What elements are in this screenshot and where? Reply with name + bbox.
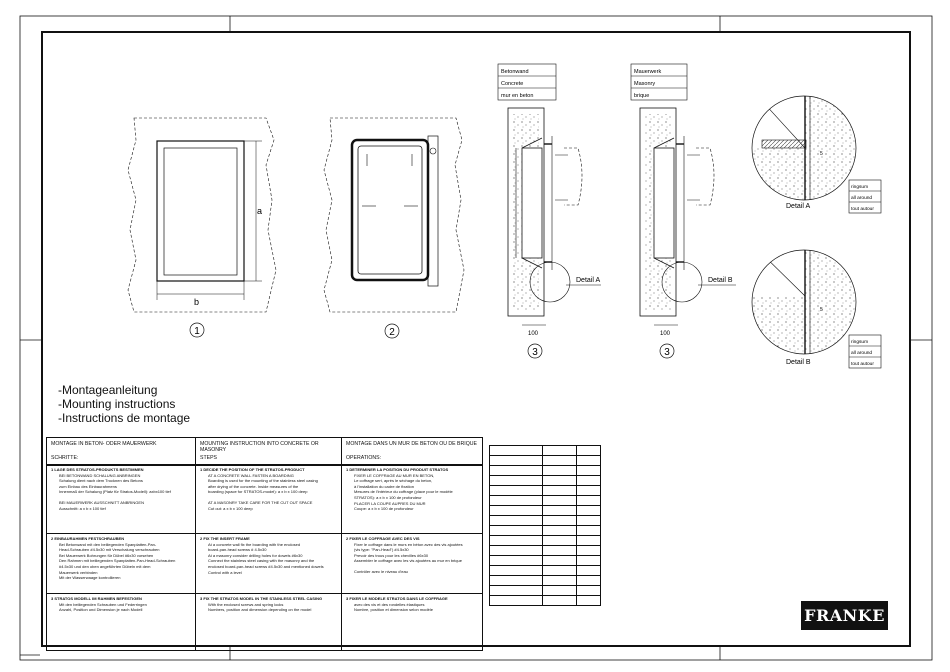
detail-a-legend-de: ringsum: [851, 185, 869, 190]
detail-a-legend-en: all around: [851, 196, 873, 201]
franke-logo: FRANKE: [801, 601, 888, 630]
figure-2-frame: [324, 118, 464, 338]
detail-a-dim: 5: [820, 151, 823, 157]
heading-fr: -Instructions de montage: [58, 411, 191, 425]
dim-100-b: 100: [660, 331, 671, 337]
heading-en: -Mounting instructions: [58, 397, 176, 411]
step-3b-number: 3: [664, 347, 670, 358]
step-1-en: 1 DECIDE THE POSITION OF THE STRATOS-PRODUCT AT A CONCRETE WALL FASTEN A BOARDING Boarding is used for the mounting of the stainless steel casing after drying of the concrete. Inside measures of the boarding (space for STRATOS-model): a x b x 100 deep AT A MASONRY TAKE CARE FOR THE CUT OUT SPACE Cut out: a x b x 100 deep: [196, 464, 341, 533]
legend-concrete-fr: mur en beton: [501, 93, 534, 99]
column-header-de: MONTAGE IN BETON- ODER MAUERWERK: [51, 441, 157, 447]
legend-masonry-de: Mauerwerk: [634, 69, 662, 75]
legend-masonry-fr: brique: [634, 93, 650, 99]
step-3-en: 3 FIX THE STRATOS MODEL IN THE STAINLESS STEEL CASING With the enclosed screws and spring locks Numbers, position and dimension depending on the model: [196, 593, 341, 650]
detail-b-legend-de: ringsum: [851, 340, 869, 345]
detail-a-legend-fr: tout autour: [851, 207, 874, 212]
detail-b-title: Detail B: [786, 359, 811, 366]
figure-3a-section: [498, 64, 601, 358]
dim-100-a: 100: [528, 331, 539, 337]
step-2-number: 2: [389, 327, 395, 338]
step-2-de: 2 EINBAURAHMEN FESTSCHRAUBEN Bei Betonwand mit den beiliegenden Spanplatten-Pan- Head-Schrauben #4.5x30 mit Verschalung verschrauben Bei Mauerwerk Bohrungen für Dübel #6x30 vorsehen Den Rahmen mit beiliegenden Spanplatten-Pan-Head-Schrauben #4.5x30 und den oben angeführten Dübeln mit dem Mauerwerk verbinden Mit der Wasserwaage kontrollieren: [47, 533, 195, 593]
step-1-de: 1 LAGE DES STRATOS-PRODUKTS BESTIMMEN BEI BETONWAND SCHALUNG ANBRINGEN Schalung dient nach dem Trocknen des Betons zum Einbau des Einbaurahmens Innenmaß der Schalung (Platz für Stratos-Modell): axbx100 tief BEI MAUERWERK AUSSCHNITT ANBRINGEN Ausschnitt: a x b x 100 tief: [47, 464, 195, 533]
legend-concrete-de: Betonwand: [501, 69, 529, 75]
step-1-fr: 1 DETERMINER LA POSITION DU PRODUIT STRATOS FIXER LE COFFRAGE AU MUR EN BETON, Le coffrage sert, après le séchage du beton, à l'installation du cadre de fixation Mesures de l'intérieur du coffrage (place pour le modèle STRATOS): a x b x 100 de profondeur PLACER LA COUPE AUPRES DU MUR Coupe: a x b x 100 de profondeur: [342, 464, 482, 533]
figure-1-cutout: [128, 118, 276, 337]
revision-grid: [489, 445, 601, 627]
step-1-number: 1: [194, 326, 200, 337]
column-sub-fr: OPERATIONS:: [342, 455, 482, 466]
dim-b-label: b: [194, 297, 200, 307]
detail-a-callout: Detail A: [576, 277, 601, 284]
column-german: [47, 438, 195, 650]
heading-de: -Montageanleitung: [58, 383, 158, 397]
column-header-en: MOUNTING INSTRUCTION INTO CONCRETE OR MASONRY: [200, 441, 319, 453]
column-french: [341, 438, 482, 650]
column-english: [195, 438, 341, 650]
step-3-de: 3 STRATOS MODELL IM RAHMEN BEFESTIGEN Mit den beiliegenden Schrauben und Federringen Anzahl, Position und Dimension je nach Modell: [47, 593, 195, 650]
detail-a-view: [740, 90, 881, 213]
column-header-fr: MONTAGE DANS UN MUR DE BETON OU DE BRIQUE: [346, 441, 477, 447]
detail-b-dim: 5: [820, 307, 823, 313]
step-3-fr: 3 FIXER LE MODELE STRATOS DANS LE COFFRAGE avec des vis et des rondelles élastiques Nombre, position et dimension selon modèle: [342, 593, 482, 650]
step-2-fr: 2 FIXER LE COFFRAGE AVEC DES VIS Fixer le coffrage dans le murs en béton avec des vis ajoutées (vis type: "Pan-Head") #4.5x30 Prevoir des trous pour les chevilles #6x30 Assembler le coffrage avec les vis ajoutées au mur en brique Contrôler avec le niveau d'eau: [342, 533, 482, 593]
step-3a-number: 3: [532, 347, 538, 358]
detail-b-legend-fr: tout autour: [851, 362, 874, 367]
instruction-table: [46, 437, 483, 651]
detail-b-callout: Detail B: [708, 277, 733, 284]
step-2-en: 2 FIX THE INSERT FRAME At a concrete wall fix the boarding with the enclosed board-pan-head screws # 4.5x30 At a masonry consider drilling holes for dowels #6x30 Connect the stainless steel casing with the masonry and the enclosed board-pan-head screws #4.5x30 and mentioned dowels Control with a level: [196, 533, 341, 593]
detail-a-title: Detail A: [786, 203, 811, 210]
legend-masonry-en: Masonry: [634, 81, 656, 87]
dim-a-label: a: [257, 206, 263, 216]
legend-concrete-en: Concrete: [501, 81, 524, 87]
detail-b-legend-en: all around: [851, 351, 873, 356]
column-sub-en: STEPS: [196, 455, 341, 466]
figure-3b-section: [631, 64, 736, 358]
detail-b-view: [740, 244, 881, 368]
column-sub-de: SCHRITTE:: [47, 455, 195, 466]
